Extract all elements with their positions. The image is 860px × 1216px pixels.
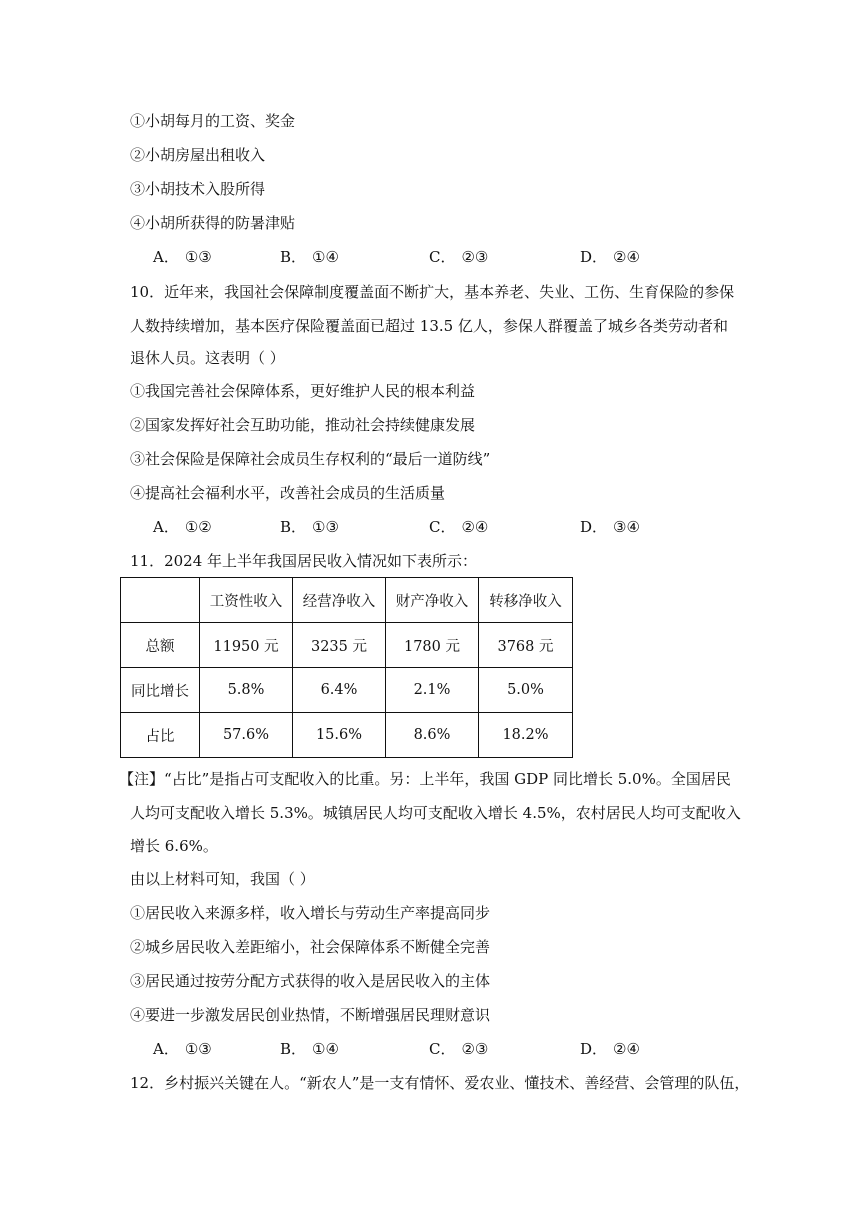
q10-option-b[interactable] <box>280 517 339 537</box>
q10-item-3: ③社会保险是保障社会成员生存权利的“最后一道防线” <box>130 450 491 468</box>
option-letter: C． <box>429 248 456 266</box>
q10-item-4: ④提高社会福利水平，改善社会成员的生活质量 <box>130 484 446 502</box>
option-text: ②④ <box>461 518 489 536</box>
table-cell: 11950 元 <box>200 623 293 668</box>
option-text: ③④ <box>613 518 640 536</box>
q10-item-2: ②国家发挥好社会互助功能，推动社会持续健康发展 <box>130 416 476 434</box>
q9-item-4: ④小胡所获得的防暑津贴 <box>130 214 296 232</box>
option-letter: D． <box>580 248 608 266</box>
q9-item-2: ②小胡房屋出租收入 <box>130 146 266 164</box>
q9-option-a[interactable] <box>153 247 212 267</box>
table-cell: 3768 元 <box>479 623 573 668</box>
table-row <box>121 623 573 668</box>
q10-stem-line-2: 人数持续增加，基本医疗保险覆盖面已超过 13.5 亿人，参保人群覆盖了城乡各类劳动者和 <box>130 317 728 335</box>
option-text: ①④ <box>312 248 339 266</box>
table-cell: 57.6% <box>200 713 293 758</box>
q11-option-a[interactable] <box>153 1039 212 1059</box>
table-header-cell <box>121 578 200 623</box>
table-header-cell: 财产净收入 <box>386 578 479 623</box>
q9-option-b[interactable] <box>280 247 339 267</box>
option-letter: C． <box>429 518 456 536</box>
q10-options <box>153 517 713 537</box>
table-cell: 1780 元 <box>386 623 479 668</box>
option-letter: A． <box>153 248 179 266</box>
q11-stem: 11．2024 年上半年我国居民收入情况如下表所示： <box>130 552 478 570</box>
option-text: ②③ <box>461 248 489 266</box>
table-cell: 8.6% <box>386 713 479 758</box>
table-cell: 2.1% <box>386 668 479 713</box>
table-cell: 5.8% <box>200 668 293 713</box>
q9-item-3: ③小胡技术入股所得 <box>130 180 266 198</box>
option-letter: B． <box>280 1040 307 1058</box>
q11-option-b[interactable] <box>280 1039 339 1059</box>
table-cell: 15.6% <box>293 713 386 758</box>
q10-stem-line-3: 退休人员。这表明（ ） <box>130 349 285 367</box>
table-row-label: 同比增长 <box>121 668 200 713</box>
option-text: ①③ <box>184 1040 212 1058</box>
option-letter: A． <box>153 518 179 536</box>
q10-stem-line-1: 10．近年来，我国社会保障制度覆盖面不断扩大，基本养老、失业、工伤、生育保险的参保 <box>130 283 735 301</box>
option-letter: D． <box>580 518 608 536</box>
table-row-label: 总额 <box>121 623 200 668</box>
q12-stem: 12．乡村振兴关键在人。“新农人”是一支有情怀、爱农业、懂技术、善经营、会管理的队伍， <box>130 1074 750 1092</box>
table-cell: 6.4% <box>293 668 386 713</box>
table-row-label: 占比 <box>121 713 200 758</box>
q9-option-d[interactable] <box>580 247 640 267</box>
option-text: ②④ <box>613 1040 640 1058</box>
q9-options <box>153 247 713 267</box>
table-cell: 5.0% <box>479 668 573 713</box>
q10-option-a[interactable] <box>153 517 212 537</box>
option-text: ①④ <box>312 1040 339 1058</box>
q11-option-c[interactable] <box>429 1039 488 1059</box>
option-text: ②③ <box>461 1040 489 1058</box>
q11-note-line-1: 【注】“占比”是指占可支配收入的比重。另：上半年，我国 GDP 同比增长 5.0%。全国居民 <box>119 770 731 788</box>
q10-option-d[interactable] <box>580 517 640 537</box>
table-cell: 3235 元 <box>293 623 386 668</box>
table-row <box>121 713 573 758</box>
q11-question: 由以上材料可知，我国（ ） <box>130 870 315 888</box>
option-letter: A． <box>153 1040 179 1058</box>
option-letter: B． <box>280 518 307 536</box>
table-header-row <box>121 578 573 623</box>
table-header-cell: 经营净收入 <box>293 578 386 623</box>
q9-item-1: ①小胡每月的工资、奖金 <box>130 112 296 130</box>
table-header-cell: 工资性收入 <box>200 578 293 623</box>
option-text: ②④ <box>613 248 640 266</box>
option-letter: B． <box>280 248 307 266</box>
option-letter: C． <box>429 1040 456 1058</box>
table-row <box>121 668 573 713</box>
table-cell: 18.2% <box>479 713 573 758</box>
q11-item-1: ①居民收入来源多样，收入增长与劳动生产率提高同步 <box>130 904 491 922</box>
option-letter: D． <box>580 1040 608 1058</box>
option-text: ①② <box>184 518 212 536</box>
q11-note-line-3: 增长 6.6%。 <box>130 837 218 855</box>
option-text: ①③ <box>184 248 212 266</box>
q10-item-1: ①我国完善社会保障体系，更好维护人民的根本利益 <box>130 382 476 400</box>
q11-item-4: ④要进一步激发居民创业热情，不断增强居民理财意识 <box>130 1006 491 1024</box>
q11-note-line-2: 人均可支配收入增长 5.3%。城镇居民人均可支配收入增长 4.5%，农村居民人均可支配收入 <box>130 804 741 822</box>
q11-option-d[interactable] <box>580 1039 640 1059</box>
q11-item-2: ②城乡居民收入差距缩小，社会保障体系不断健全完善 <box>130 938 491 956</box>
table-header-cell: 转移净收入 <box>479 578 573 623</box>
income-table <box>120 577 573 758</box>
q10-option-c[interactable] <box>429 517 488 537</box>
q11-item-3: ③居民通过按劳分配方式获得的收入是居民收入的主体 <box>130 972 491 990</box>
q11-options <box>153 1039 713 1059</box>
q9-option-c[interactable] <box>429 247 488 267</box>
option-text: ①③ <box>312 518 339 536</box>
